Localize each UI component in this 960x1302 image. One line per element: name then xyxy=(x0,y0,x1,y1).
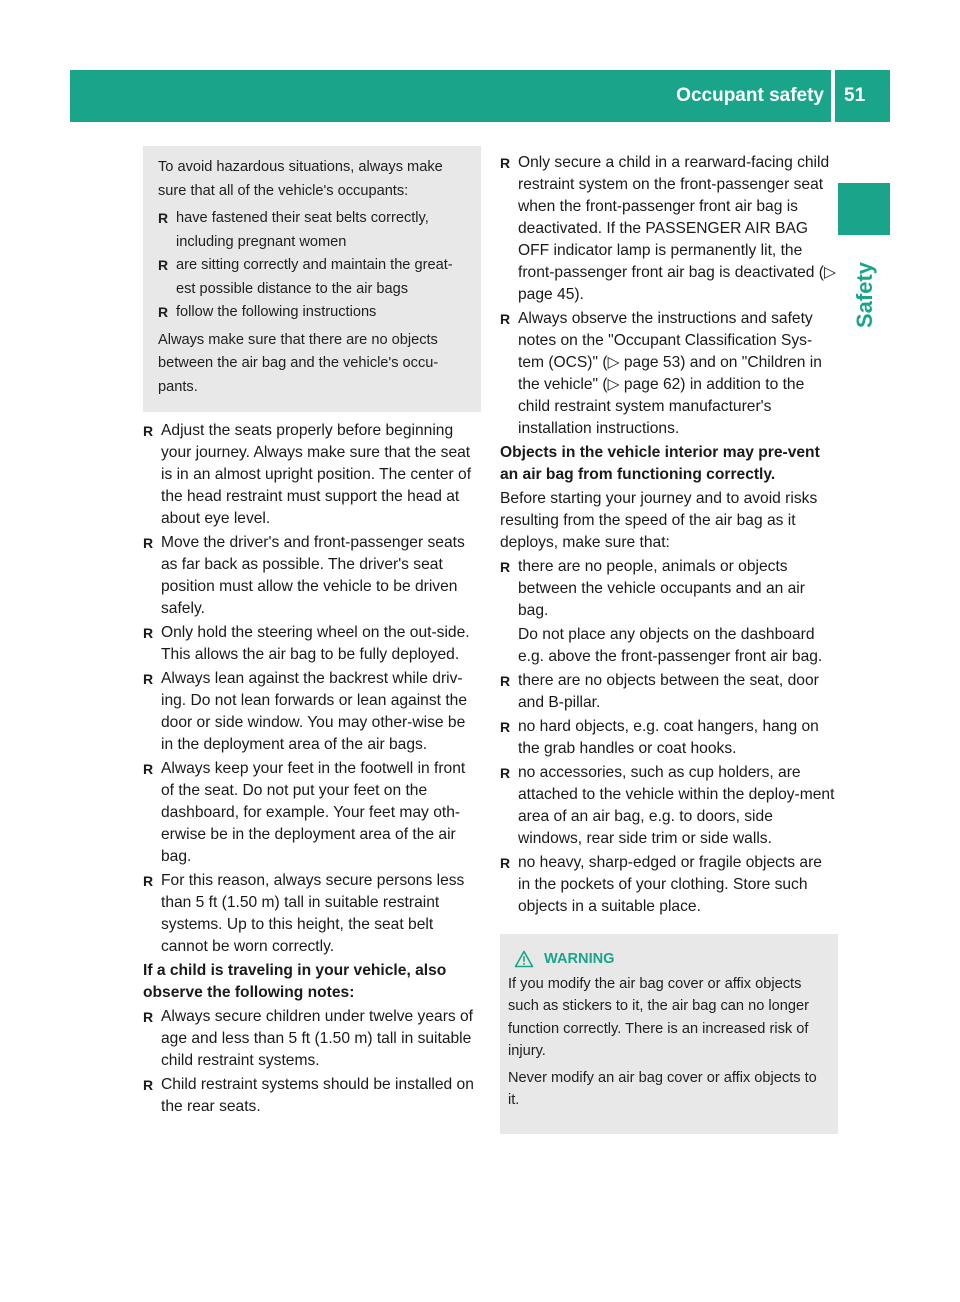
list-item xyxy=(158,207,469,254)
child-section-heading: If a child is traveling in your vehicle, also observe the following notes: xyxy=(143,962,447,1001)
bullet-icon: R xyxy=(143,873,154,889)
bullet-icon: R xyxy=(143,1077,154,1093)
bullet-icon: R xyxy=(500,311,511,327)
list-item-text: follow the following instructions xyxy=(176,304,377,320)
right-column xyxy=(500,152,838,1134)
list-item-subtext: Do not place any objects on the dashboard e.g. above the front-passenger front air bag. xyxy=(518,626,823,665)
warning-text: If you modify the air bag cover or affix objects such as stickers to it, the air bag can no longer function correctly. There is an increased risk of injury. xyxy=(508,975,809,1059)
list-item xyxy=(500,716,838,760)
list-item xyxy=(143,758,481,868)
list-item xyxy=(500,556,838,668)
bullet-icon: R xyxy=(500,155,511,171)
list-item xyxy=(158,301,469,325)
list-item xyxy=(143,420,481,530)
list-item xyxy=(143,1006,481,1072)
bullet-icon: R xyxy=(500,765,511,781)
list-item-text: no hard objects, e.g. coat hangers, hang on the grab handles or coat hooks. xyxy=(518,718,819,757)
side-section-label xyxy=(845,245,885,345)
list-item xyxy=(500,852,838,918)
list-item-text: Always secure children under twelve years of age and less than 5 ft (1.50 m) tall in suitable child restraint systems. xyxy=(161,1008,474,1069)
list-item xyxy=(143,870,481,958)
list-item-text: Child restraint systems should be installed on the rear seats. xyxy=(161,1076,474,1115)
child-bullet-list xyxy=(143,1006,481,1118)
list-item-text: Always lean against the backrest while driv-ing. Do not lean forwards or lean against the door or side window. You may other-wise be in the deployment area of the air bags. xyxy=(161,670,467,753)
list-item-text: no accessories, such as cup holders, are attached to the vehicle within the deploy-ment area of an air bag, e.g. to doors, side windows, rear side trim or side walls. xyxy=(518,764,835,847)
note-bullet-list xyxy=(158,207,469,325)
list-item-text: there are no objects between the seat, door and B-pillar. xyxy=(518,672,819,711)
bullet-icon: R xyxy=(143,671,154,687)
objects-section-heading: Objects in the vehicle interior may pre-vent an air bag from functioning correctly. xyxy=(500,444,820,483)
list-item xyxy=(500,670,838,714)
note-outro: Always make sure that there are no objects between the air bag and the vehicle's occu-pants. xyxy=(158,331,439,395)
warning-triangle-icon xyxy=(514,950,534,968)
list-item-text: For this reason, always secure persons less than 5 ft (1.50 m) tall in suitable restraint systems. Up to this height, the seat belt cannot be worn correctly. xyxy=(161,872,465,955)
list-item-text: Move the driver's and front-passenger seats as far back as possible. The driver's seat position must allow the vehicle to be driven safely. xyxy=(161,534,465,617)
list-item xyxy=(158,254,469,301)
warning-instruction: Never modify an air bag cover or affix objects to it. xyxy=(508,1069,817,1108)
bullet-icon: R xyxy=(158,304,169,320)
side-tab xyxy=(838,183,890,235)
bullet-icon: R xyxy=(143,625,154,641)
list-item xyxy=(143,532,481,620)
bullet-icon: R xyxy=(500,559,511,575)
bullet-icon: R xyxy=(143,1009,154,1025)
left-column xyxy=(143,146,481,1120)
list-item xyxy=(500,308,838,440)
child-seat-bullet-list xyxy=(500,152,838,440)
bullet-icon: R xyxy=(143,535,154,551)
bullet-icon: R xyxy=(158,210,169,226)
list-item-text: Only secure a child in a rearward-facing child restraint system on the front-passenger seat when the front-passenger front air bag is deactivated. If the PASSENGER AIR BAG OFF indicator lamp is permanently lit, the front-passenger front air bag is deactivated (▷ page 45). xyxy=(518,154,836,303)
warning-label: WARNING xyxy=(544,951,615,967)
bullet-icon: R xyxy=(500,855,511,871)
bullet-icon: R xyxy=(143,423,154,439)
list-item-text: are sitting correctly and maintain the great-est possible distance to the air bags xyxy=(176,257,453,297)
list-item xyxy=(500,152,838,306)
note-box xyxy=(143,146,481,412)
page-title: Occupant safety xyxy=(676,85,824,106)
list-item-text: Always keep your feet in the footwell in front of the seat. Do not put your feet on the dashboard, for example. Your feet may oth-erwise be in the deployment area of the air bag. xyxy=(161,760,466,865)
header-divider xyxy=(831,70,835,122)
objects-bullet-list xyxy=(500,556,838,918)
note-intro: To avoid hazardous situations, always make sure that all of the vehicle's occupants: xyxy=(158,159,443,199)
list-item xyxy=(500,762,838,850)
objects-intro: Before starting your journey and to avoid risks resulting from the speed of the air bag as it deploys, make sure that: xyxy=(500,490,818,551)
list-item-text: Always observe the instructions and safety notes on the "Occupant Classification Sys-tem (OCS)" (▷ page 53) and on "Children in the vehicle" (▷ page 62) in addition to the child restraint system manufacturer's installation instructions. xyxy=(518,310,822,437)
list-item-text: Adjust the seats properly before beginning your journey. Always make sure that the seat is in an almost upright position. The center of the head restraint must support the head at about eye level. xyxy=(161,422,472,527)
bullet-icon: R xyxy=(500,719,511,735)
page-number: 51 xyxy=(844,85,866,106)
list-item-text: there are no people, animals or objects between the vehicle occupants and an air bag. xyxy=(518,558,805,619)
side-section-label-text: Safety xyxy=(852,261,877,329)
bullet-icon: R xyxy=(158,257,169,273)
bullet-icon: R xyxy=(143,761,154,777)
warning-box xyxy=(500,934,838,1134)
list-item-text: Only hold the steering wheel on the out-side. This allows the air bag to be fully deployed. xyxy=(161,624,470,663)
list-item-text: no heavy, sharp-edged or fragile objects are in the pockets of your clothing. Store such objects in a suitable place. xyxy=(518,854,822,915)
list-item xyxy=(143,668,481,756)
list-item xyxy=(143,622,481,666)
list-item-text: have fastened their seat belts correctly, including pregnant women xyxy=(176,210,429,250)
warning-header xyxy=(514,948,830,971)
bullet-icon: R xyxy=(500,673,511,689)
list-item xyxy=(143,1074,481,1118)
seating-bullet-list xyxy=(143,420,481,958)
